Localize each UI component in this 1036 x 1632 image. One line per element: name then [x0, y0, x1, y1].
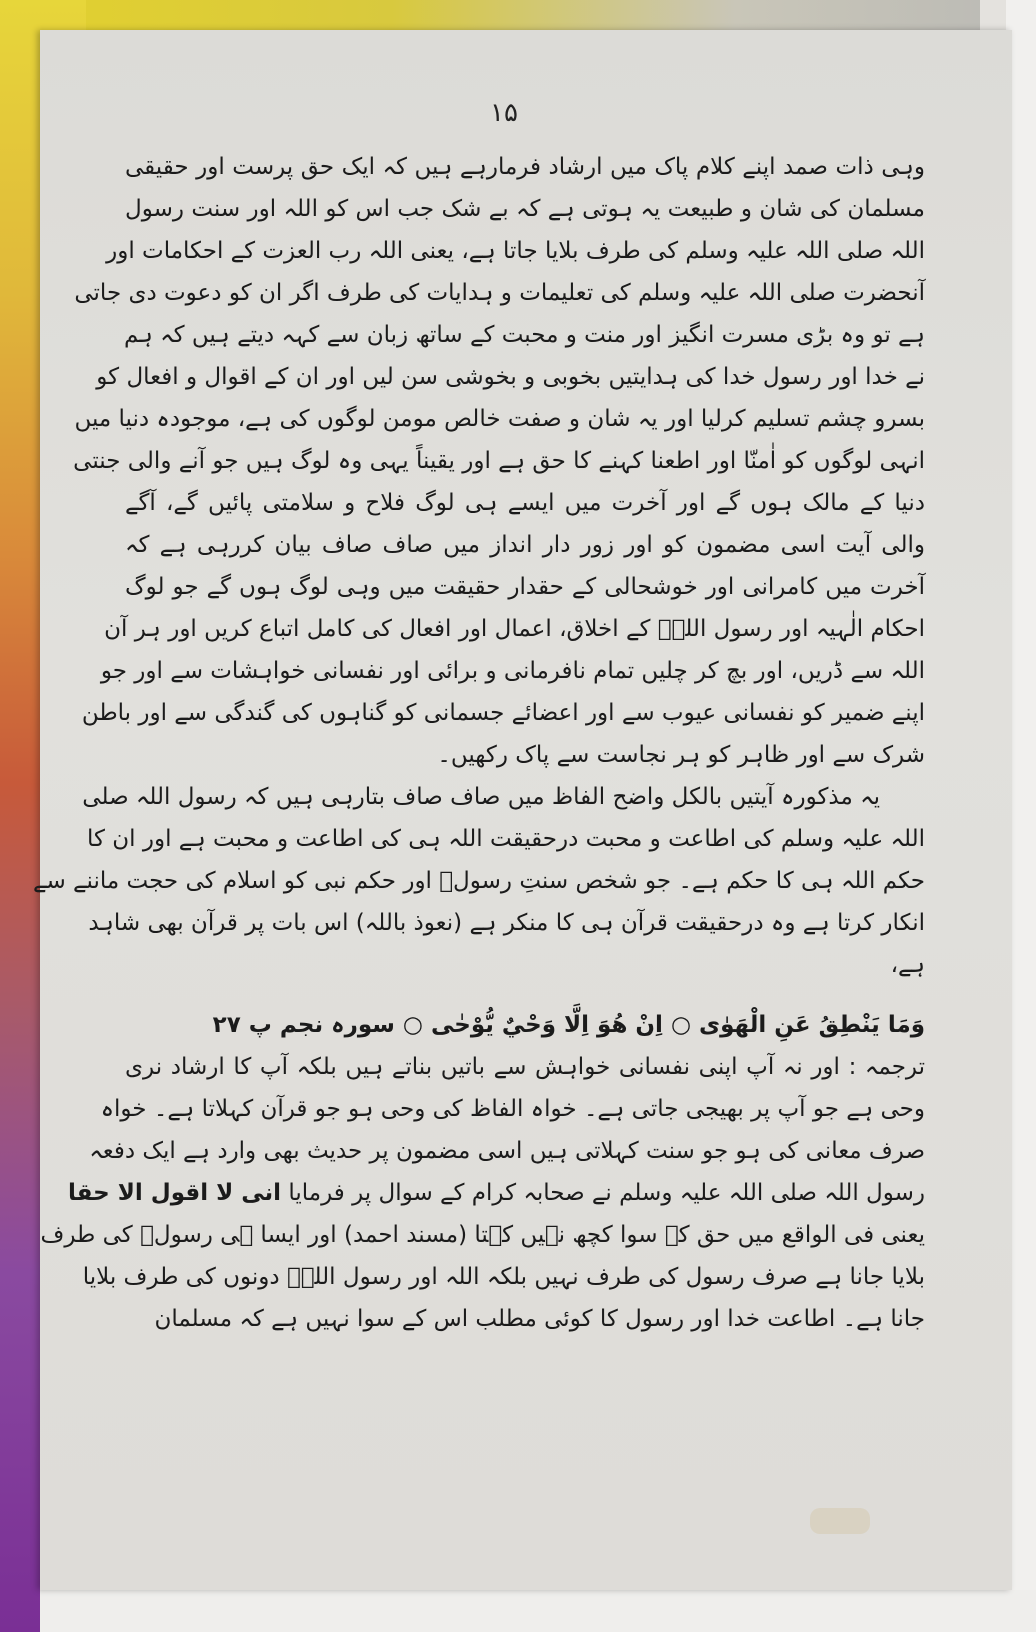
text-line: انہی لوگوں کو اٰمنّا اور اطعنا کہنے کا حق ہے اور یقیناً یہی وہ لوگ ہیں جو آنے والی جنتی	[73, 448, 925, 474]
text-line-with-hadith	[67, 1172, 925, 1214]
text-line: دنیا کے مالک ہوں گے اور آخرت میں ایسے ہی لوگ فلاح و سلامتی پائیں گے، آگے	[125, 490, 925, 516]
text-line: ہے تو وہ بڑی مسرت انگیز اور منت و محبت کے ساتھ زبان سے کہہ دیتے ہیں کہ ہم	[124, 322, 925, 348]
page-bottom-edge	[40, 1590, 1036, 1632]
quran-verse: وَمَا يَنْطِقُ عَنِ الْهَوٰى ○ اِنْ هُوَ اِلَّا وَحْيٌ يُّوْحٰى ○ سورہ نجم پ ۲۷	[212, 1012, 925, 1038]
text-line: جانا ہے۔ اطاعت خدا اور رسول کا کوئی مطلب اس کے سوا نہیں ہے کہ مسلمان	[154, 1306, 925, 1332]
body-text	[32, 146, 926, 1340]
text-line: یہ مذکورہ آیتیں بالکل واضح الفاظ میں صاف صاف بتارہی ہیں کہ رسول اللہ صلی	[82, 784, 880, 810]
translation-line	[125, 1046, 925, 1088]
text-line: یعنی فی الواقع میں حق کے سوا کچھ نہیں کہتا (مسند احمد) اور ایسا ہی رسولؐ کی طرف	[40, 1222, 925, 1248]
text-line: اپنے ضمیر کو نفسانی عیوب سے اور اعضائے جسمانی کو گناہوں کی گندگی سے اور باطن	[81, 700, 925, 726]
page-number: ۱۵	[490, 98, 518, 128]
text-line: اللہ صلی اللہ علیہ وسلم کی طرف بلایا جاتا ہے، یعنی اللہ رب العزت کے احکامات اور	[106, 238, 925, 264]
text-line: وحی ہے جو آپ پر بھیجی جاتی ہے۔ خواہ الفاظ کی وحی ہو جو قرآن کہلاتا ہے۔ خواہ	[100, 1096, 925, 1122]
hadith-phrase: انی لا اقول الا حقا	[67, 1180, 282, 1206]
text-line: احکام الٰہیہ اور رسول اللہؐ کے اخلاق، اعمال اور افعال کی کامل اتباع کریں اور ہر آن	[104, 616, 925, 642]
hadith-intro: رسول اللہ صلی اللہ علیہ وسلم نے صحابہ کرام کے سوال پر فرمایا	[288, 1180, 925, 1206]
text-line: اللہ علیہ وسلم کی اطاعت و محبت درحقیقت اللہ ہی کی اطاعت و محبت ہے اور ان کا	[87, 826, 925, 852]
text-line: بسرو چشم تسلیم کرلیا اور یہ شان و صفت خالص مومن لوگوں کی ہے، موجودہ دنیا میں	[74, 406, 925, 432]
text-line: حکم اللہ ہی کا حکم ہے۔ جو شخص سنتِ رسولؐ اور حکم نبی کو اسلام کی حجت ماننے سے	[32, 868, 925, 894]
text-line: آخرت میں کامرانی اور خوشحالی کے حقدار حقیقت میں وہی لوگ ہوں گے جو لوگ	[125, 574, 925, 600]
text-line: بلایا جانا ہے صرف رسول کی طرف نہیں بلکہ اللہ اور رسول اللہؐ دونوں کی طرف بلایا	[82, 1264, 925, 1290]
text-line: وہی ذات صمد اپنے کلام پاک میں ارشاد فرمارہے ہیں کہ ایک حق پرست اور حقیقی	[125, 154, 925, 180]
text-line: والی آیت اسی مضمون کو اور زور دار انداز میں صاف صاف بیان کررہی ہے کہ	[125, 532, 925, 558]
text-line: انکار کرتا ہے وہ درحقیقت قرآن ہی کا منکر ہے (نعوذ باللہ) اس بات پر قرآن بھی شاہد	[88, 910, 925, 936]
text-line: شرک سے اور ظاہر کو ہر نجاست سے پاک رکھیں۔	[437, 742, 925, 768]
text-line: اللہ سے ڈریں، اور بچ کر چلیں تمام نافرمانی و برائی اور نفسانی خواہشات سے اور جو	[100, 658, 925, 684]
text-line: نے خدا اور رسول خدا کی ہدایتیں بخوبی و بخوشی سن لیں اور ان کے اقوال و افعال کو	[96, 364, 925, 390]
text-line: آنحضرت صلی اللہ علیہ وسلم کی تعلیمات و ہدایات کی طرف اگر ان کو دعوت دی جاتی	[74, 280, 925, 306]
page-blemish	[810, 1508, 870, 1534]
text-line: مسلمان کی شان و طبیعت یہ ہوتی ہے کہ بے شک جب اس کو اللہ اور سنت رسول	[125, 196, 925, 222]
text-line: ہے،	[890, 952, 925, 978]
translation-text: اور نہ آپ اپنی نفسانی خواہش سے باتیں بناتے ہیں بلکہ آپ کا ارشاد نری	[125, 1054, 840, 1080]
text-line: صرف معانی کی ہو جو سنت کہلاتی ہیں اسی مضمون پر حدیث بھی وارد ہے ایک دفعہ	[89, 1138, 925, 1164]
translation-label: ترجمہ :	[848, 1054, 926, 1080]
